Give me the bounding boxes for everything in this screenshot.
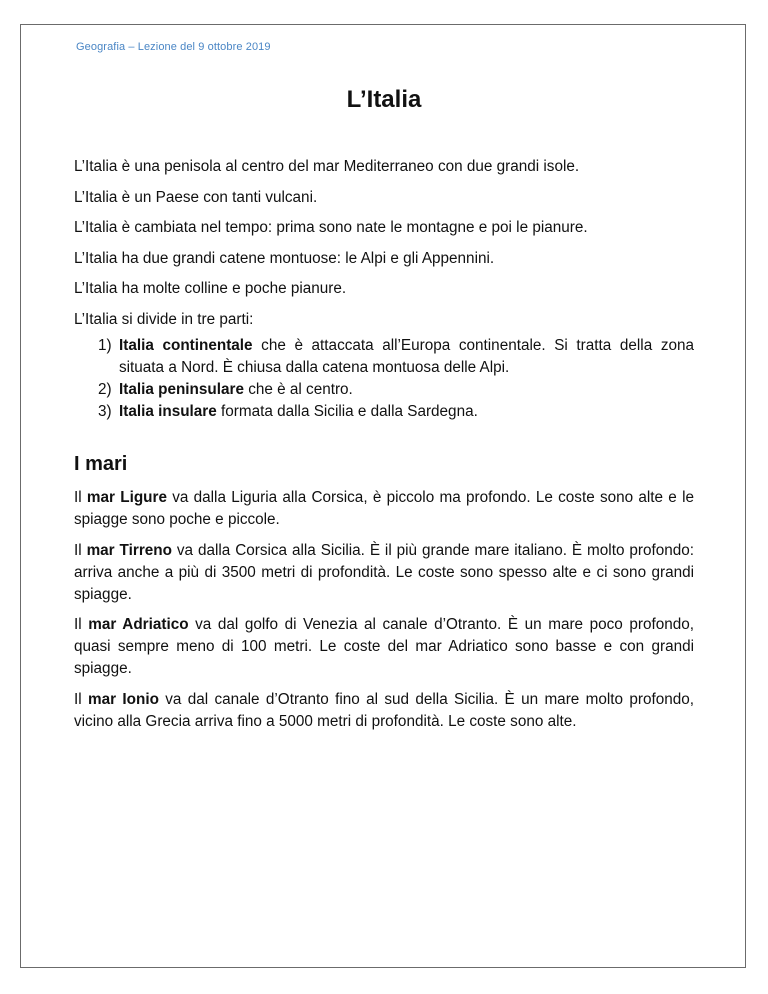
intro-paragraph: L’Italia ha due grandi catene montuose: le Alpi e gli Appennini. [74,249,495,267]
document-body [74,156,694,741]
sea-paragraph: Il mar Adriatico va dal golfo di Venezia al canale d’Otranto. È un mare poco profondo, quasi sempre meno di 100 metri. Le coste del mar Adriatico sono basse e con grandi spiagge. [74,616,694,678]
list-item [74,335,694,379]
sea-name: mar Ligure [86,488,167,506]
sea-paragraph: Il mar Ionio va dal canale d’Otranto fino al sud della Sicilia. È un mare molto profondo, vicino alla Grecia arriva fino a 5000 metri di profondità. Le coste sono alte. [74,690,695,730]
sea-name: mar Tirreno [86,541,172,559]
intro-paragraph: L’Italia è una penisola al centro del mar Mediterraneo con due grandi isole. [74,158,580,175]
intro-paragraph: L’Italia si divide in tre parti: [74,310,254,328]
part-name: Italia peninsulare [119,380,244,398]
sea-paragraph: Il mar Tirreno va dalla Corsica alla Sicilia. È il più grande mare italiano. È molto profondo: arriva anche a più di 3500 metri di profondità. Le coste sono spesso alte e ci sono grandi spiagge. [74,541,695,603]
list-number: 2) [98,380,112,398]
list-number: 3) [98,402,112,420]
list-number: 1) [98,336,112,354]
page-title: L’Italia [346,86,422,113]
list-item [74,401,694,423]
header-note: Geografia – Lezione del 9 ottobre 2019 [76,41,271,53]
sea-name: mar Adriatico [88,616,189,634]
section-title: I mari [74,452,128,475]
sea-name: mar Ionio [87,690,159,708]
parts-list [74,335,694,423]
intro-paragraph: L’Italia è un Paese con tanti vulcani. [74,188,318,206]
intro-paragraph: L’Italia è cambiata nel tempo: prima sono nate le montagne e poi le pianure. [74,219,588,237]
list-item [74,379,694,401]
sea-paragraph: Il mar Ligure va dalla Liguria alla Corsica, è piccolo ma profondo. Le coste sono alte e le spiagge sono poche e piccole. [74,488,694,528]
part-name: Italia continentale [119,336,253,354]
part-name: Italia insulare [119,402,217,420]
part-description: che è attaccata all’Europa continentale. Si tratta della zona situata a Nord. È chiusa dalla catena montuosa delle Alpi. [119,336,694,376]
part-description: che è al centro. [243,380,353,398]
intro-paragraph: L’Italia ha molte colline e poche pianure. [74,280,347,298]
part-description: formata dalla Sicilia e dalla Sardegna. [216,402,478,420]
